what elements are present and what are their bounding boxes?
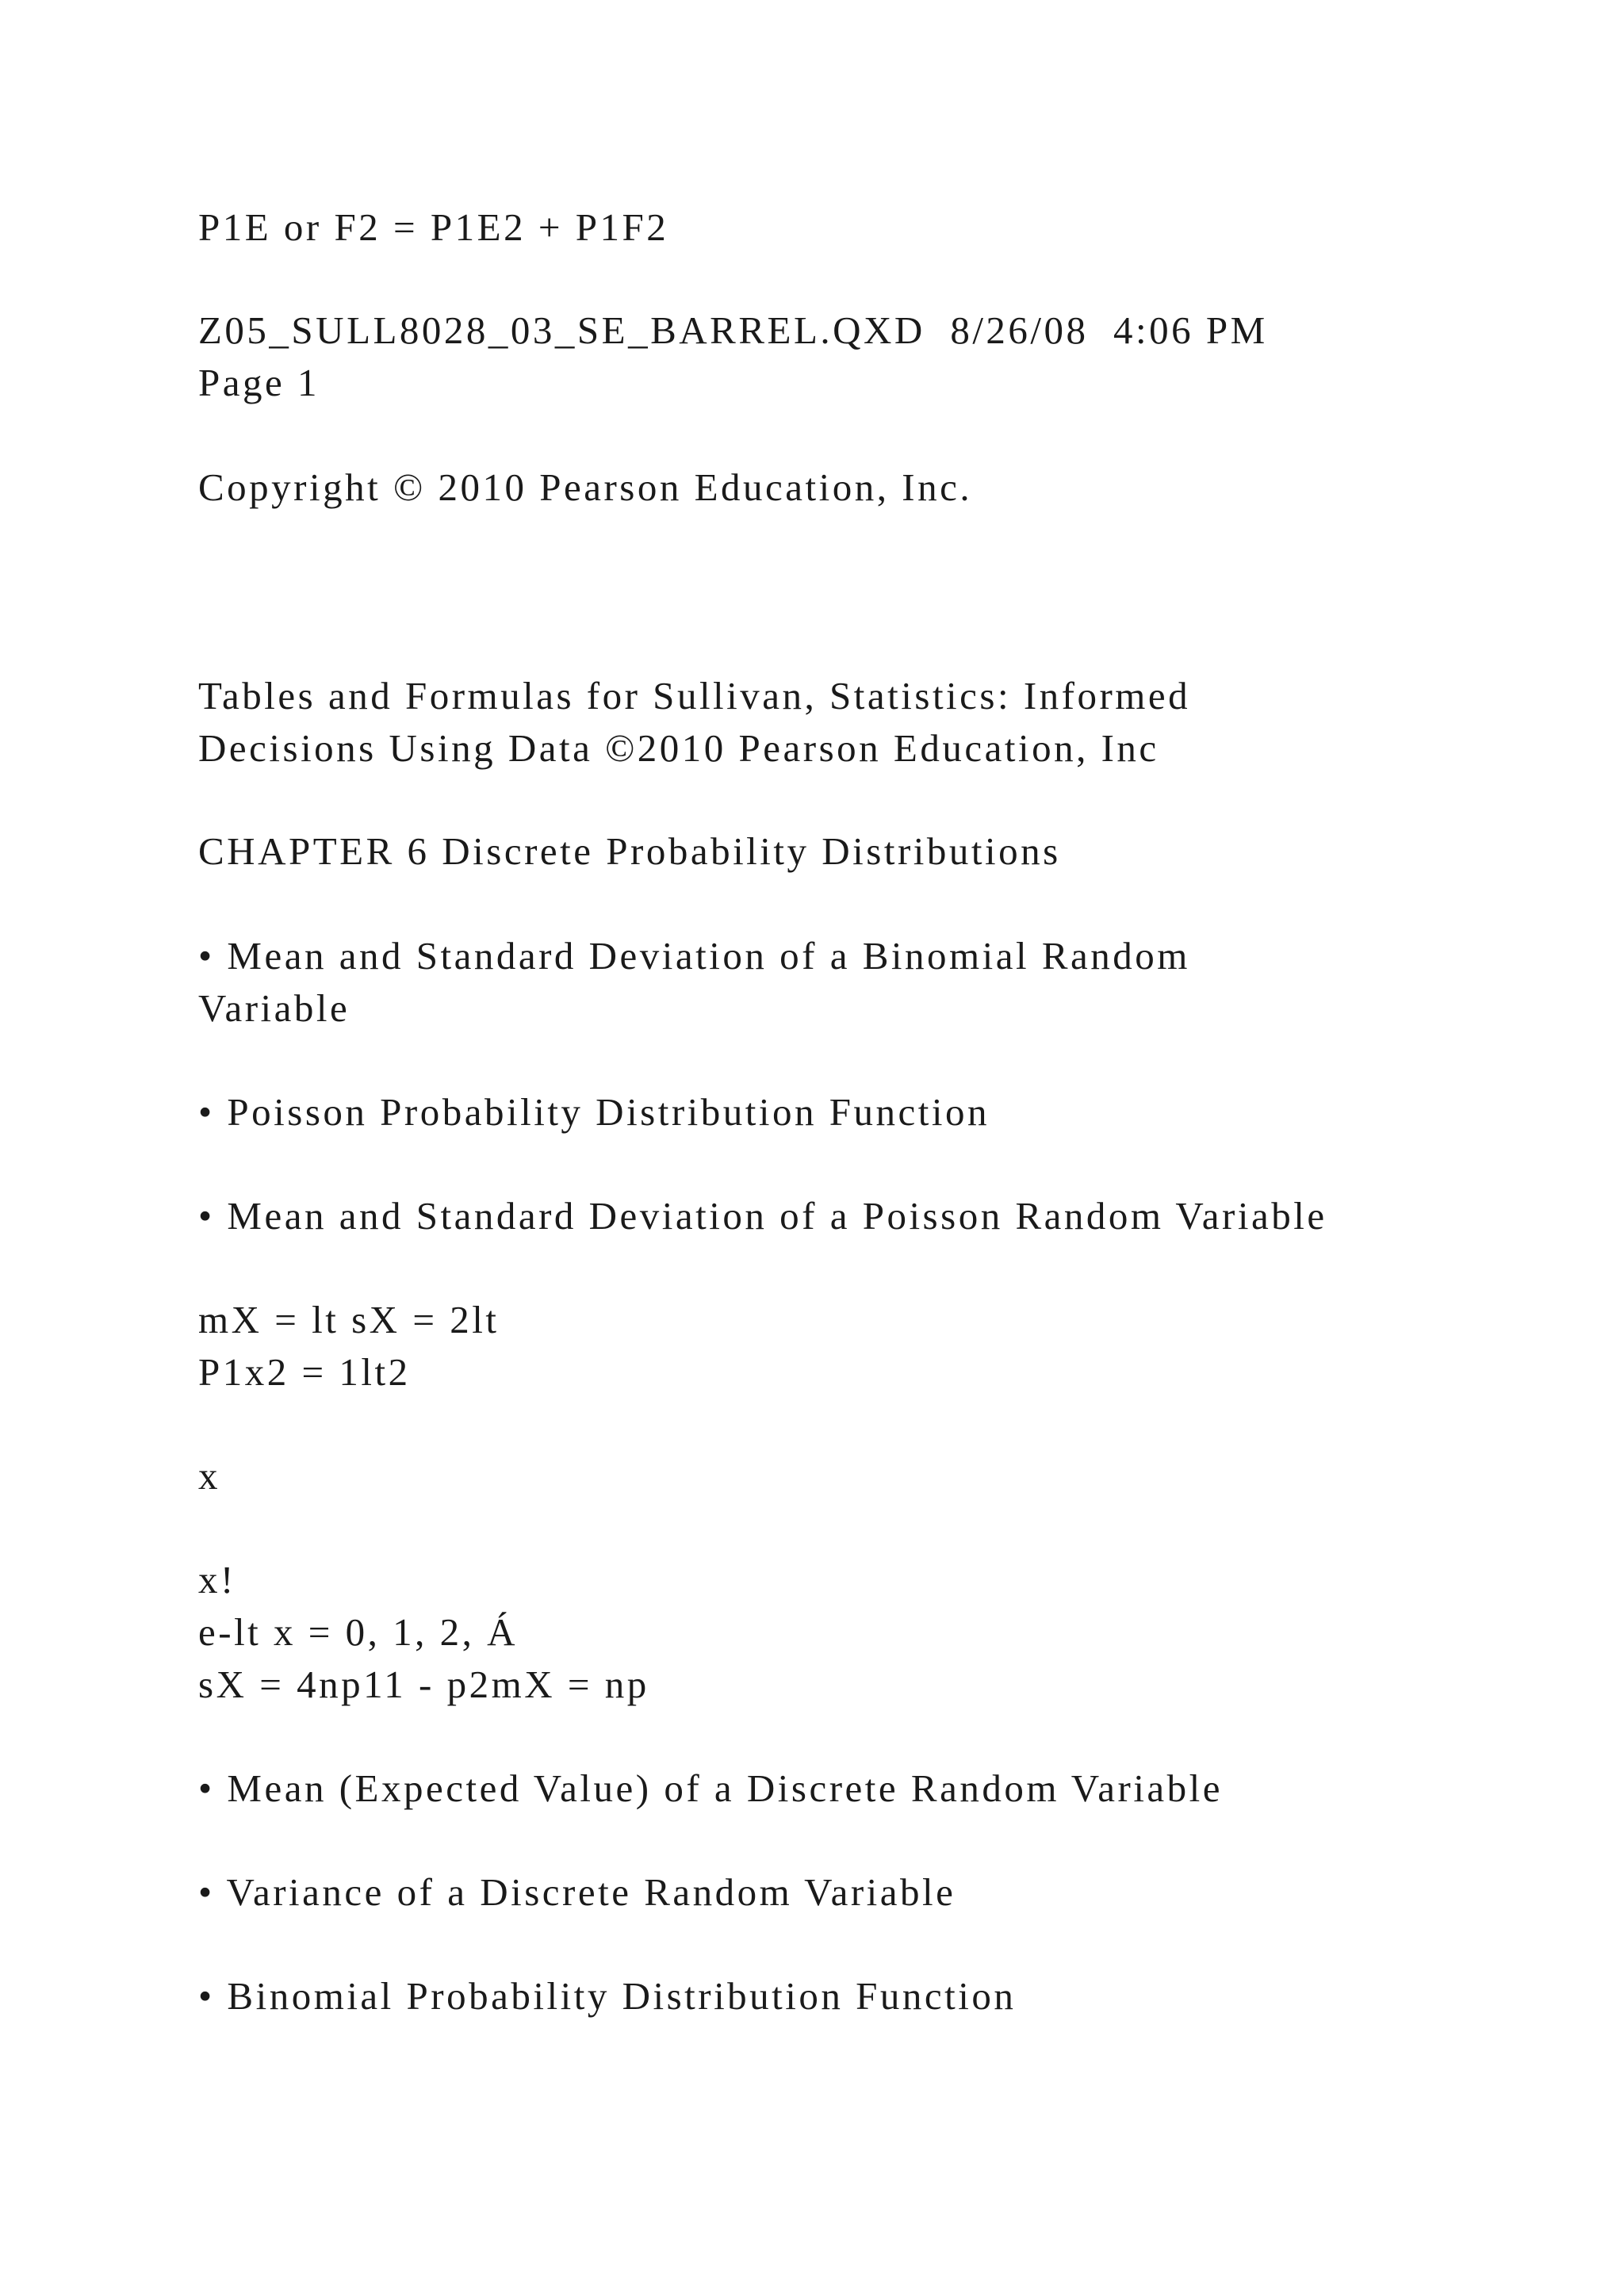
bullet-item: • Mean and Standard Deviation of a Poisson Random Variable	[198, 1194, 1327, 1238]
bullet-item: • Variance of a Discrete Random Variable	[198, 1870, 956, 1914]
formula-line: mX = lt sX = 2lt	[198, 1298, 500, 1341]
formula-line: x!	[198, 1558, 236, 1601]
bullet-item: • Poisson Probability Distribution Function	[198, 1090, 990, 1134]
formula-line: x	[198, 1454, 220, 1498]
bullet-item: • Mean (Expected Value) of a Discrete Random Variable	[198, 1766, 1224, 1810]
formula-line: e-lt x = 0, 1, 2, Á	[198, 1610, 519, 1654]
text-line: Decisions Using Data ©2010 Pearson Education, Inc	[198, 726, 1159, 770]
chapter-heading: CHAPTER 6 Discrete Probability Distributions	[198, 829, 1061, 873]
text-line: Z05_SULL8028_03_SE_BARREL.QXD 8/26/08 4:06 PM	[198, 308, 1268, 352]
text-line: P1E or F2 = P1E2 + P1F2	[198, 205, 669, 249]
formula-line: P1x2 = 1lt2	[198, 1350, 411, 1394]
bullet-item: • Mean and Standard Deviation of a Binomial Random	[198, 934, 1190, 978]
formula-line: sX = 4np11 - p2mX = np	[198, 1663, 649, 1706]
text-line: Copyright © 2010 Pearson Education, Inc.	[198, 465, 973, 509]
text-line: Page 1	[198, 361, 320, 404]
text-line: Variable	[198, 986, 350, 1030]
text-line: Tables and Formulas for Sullivan, Statistics: Informed	[198, 674, 1191, 718]
bullet-item: • Binomial Probability Distribution Function	[198, 1974, 1017, 2018]
